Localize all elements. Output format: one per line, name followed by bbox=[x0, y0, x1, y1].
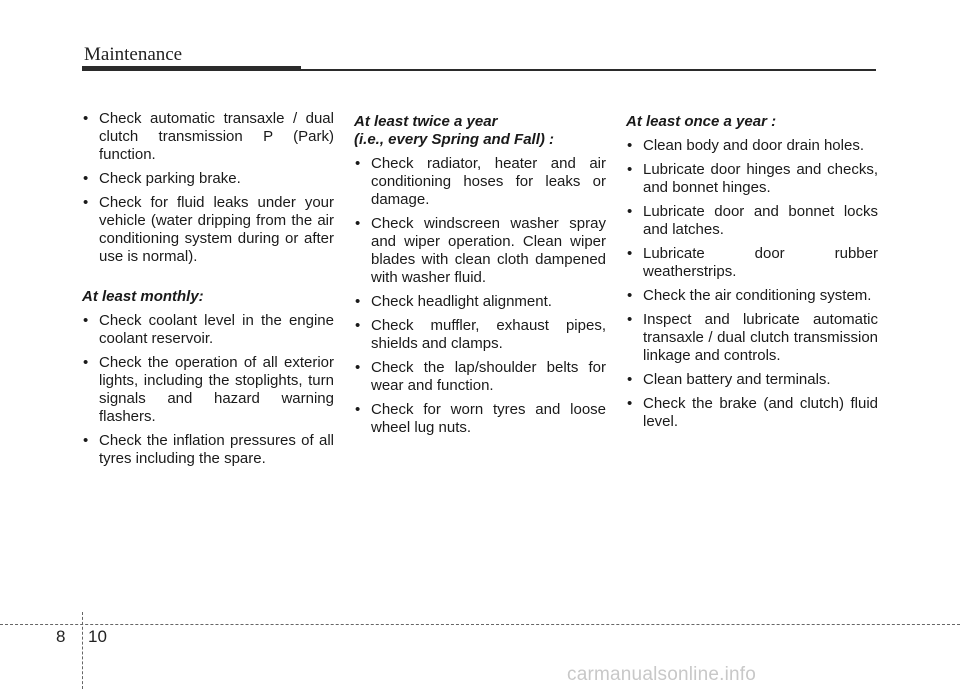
list-item: • Check windscreen washer spray and wiper operation. Clean wiper blades with clean cloth dampened with washer fluid. bbox=[354, 215, 606, 287]
list-item: • Clean battery and terminals. bbox=[626, 371, 878, 389]
list-item: • Check the operation of all exterior lights, including the stoplights, turn signals and hazard warning flashers. bbox=[82, 354, 334, 426]
list-item: • Check radiator, heater and air conditioning hoses for leaks or damage. bbox=[354, 155, 606, 209]
twice-yearly-heading-line2: (i.e., every Spring and Fall) : bbox=[354, 131, 555, 148]
column-middle bbox=[354, 113, 606, 443]
list-item: • Clean body and door drain holes. bbox=[626, 137, 878, 155]
page-number: 10 bbox=[88, 627, 107, 646]
footer-vertical-divider bbox=[82, 612, 83, 689]
list-item: • Check muffler, exhaust pipes, shields and clamps. bbox=[354, 317, 606, 353]
column-left bbox=[82, 110, 334, 474]
list-item: • Check automatic transaxle / dual clutch transmission P (Park) function. bbox=[82, 110, 334, 164]
yearly-checks-list bbox=[626, 137, 878, 431]
list-item: • Check for worn tyres and loose wheel lug nuts. bbox=[354, 401, 606, 437]
list-item: • Check the air conditioning system. bbox=[626, 287, 878, 305]
footer-divider bbox=[0, 624, 960, 625]
list-item: • Check the brake (and clutch) fluid level. bbox=[626, 395, 878, 431]
list-item: • Check headlight alignment. bbox=[354, 293, 606, 311]
watermark: carmanualsonline.info bbox=[567, 664, 757, 685]
list-item: • Check the inflation pressures of all tyres including the spare. bbox=[82, 432, 334, 468]
header-rule-thin bbox=[301, 69, 876, 71]
monthly-checks-list bbox=[82, 312, 334, 468]
page-header-title: Maintenance bbox=[84, 44, 183, 65]
list-item: • Lubricate door hinges and checks, and bonnet hinges. bbox=[626, 161, 878, 197]
list-item: • Check coolant level in the engine coolant reservoir. bbox=[82, 312, 334, 348]
list-item: • Check parking brake. bbox=[82, 170, 334, 188]
twice-yearly-heading bbox=[354, 113, 606, 149]
twice-yearly-heading-line1: At least twice a year bbox=[354, 113, 498, 130]
list-item: • Check the lap/shoulder belts for wear and function. bbox=[354, 359, 606, 395]
chapter-number: 8 bbox=[56, 627, 66, 646]
header-rule-thick bbox=[82, 66, 301, 71]
list-item: • Check for fluid leaks under your vehicle (water dripping from the air conditioning system during or after use is normal). bbox=[82, 194, 334, 266]
list-item: • Lubricate door rubber weatherstrips. bbox=[626, 245, 878, 281]
column-right bbox=[626, 110, 878, 437]
yearly-heading: At least once a year : bbox=[626, 113, 777, 130]
monthly-heading: At least monthly: bbox=[82, 288, 204, 305]
list-item: • Lubricate door and bonnet locks and latches. bbox=[626, 203, 878, 239]
general-checks-list bbox=[82, 110, 334, 266]
twice-yearly-checks-list bbox=[354, 155, 606, 437]
list-item: • Inspect and lubricate automatic transaxle / dual clutch transmission linkage and controls. bbox=[626, 311, 878, 365]
